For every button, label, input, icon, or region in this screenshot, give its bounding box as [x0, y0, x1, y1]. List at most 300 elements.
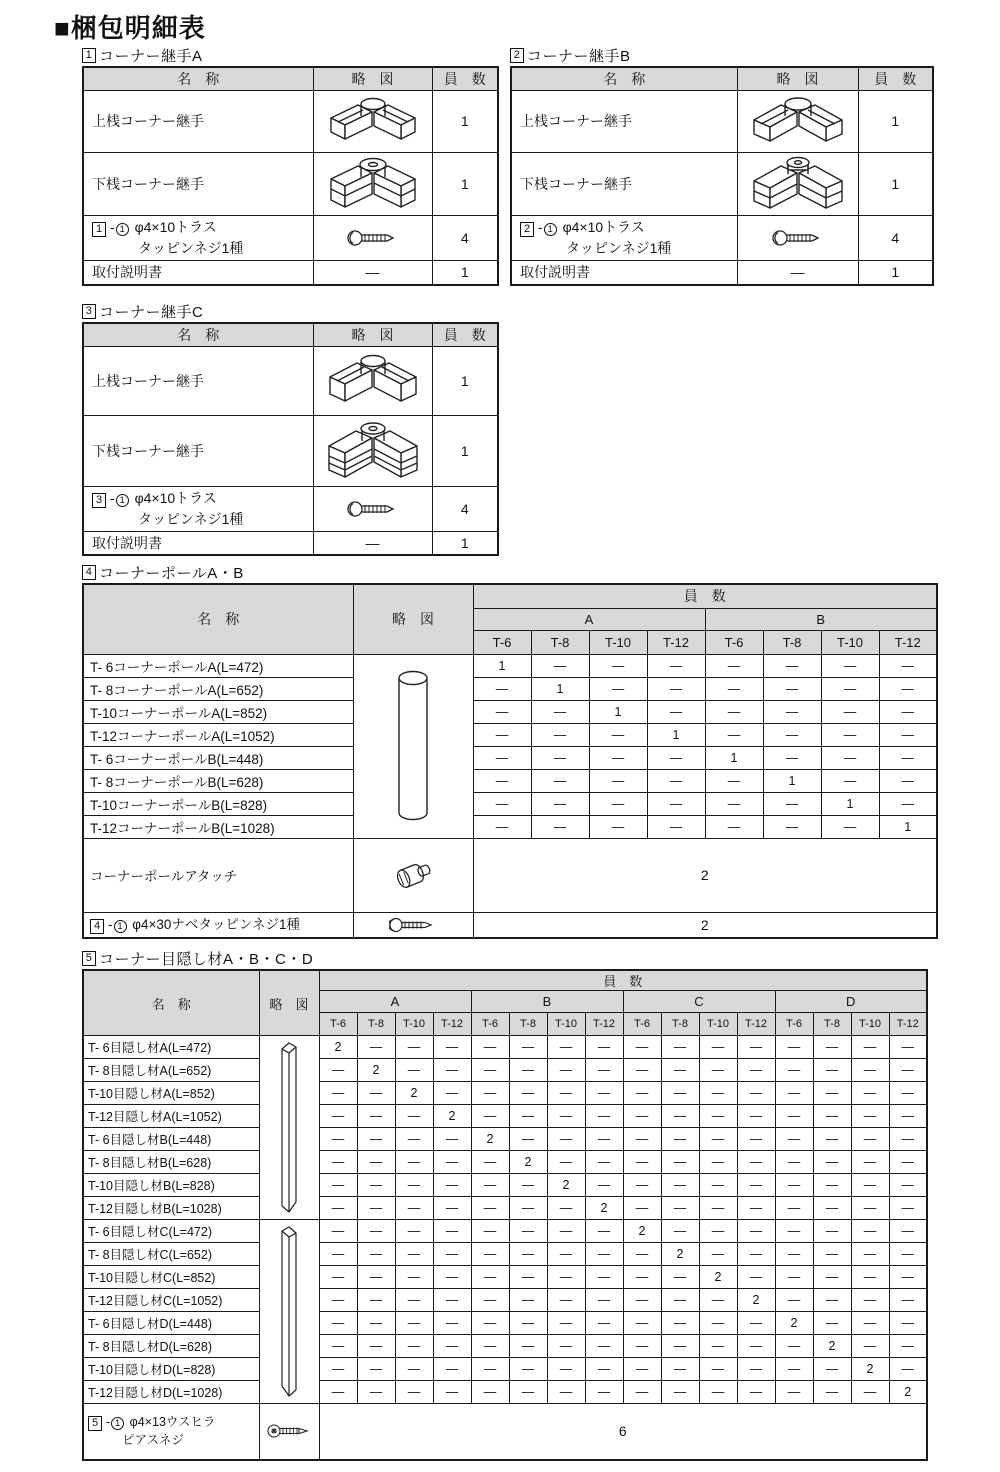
table-row	[83, 1105, 927, 1128]
group-header: B	[705, 608, 937, 630]
row-name: T- 8目隠し材D(L=628)	[83, 1335, 259, 1358]
qty-cell: —	[319, 1128, 357, 1151]
qty-cell: —	[547, 1105, 585, 1128]
row-name: T- 8コーナーポールA(L=652)	[83, 677, 353, 700]
pole-attach-icon	[353, 838, 473, 912]
qty-cell: —	[585, 1335, 623, 1358]
table-row	[83, 1312, 927, 1335]
qty-cell: —	[813, 1381, 851, 1404]
qty-cell: —	[661, 1197, 699, 1220]
col-header-qty: 員 数	[473, 584, 937, 608]
qty-cell: —	[471, 1289, 509, 1312]
qty-cell: —	[889, 1082, 927, 1105]
qty-cell: —	[763, 723, 821, 746]
qty-cell: —	[547, 1128, 585, 1151]
packing-table-corner-joint-a	[82, 66, 499, 286]
row-name: 上桟コーナー継手	[83, 90, 313, 152]
qty-cell: —	[821, 723, 879, 746]
dash-cell: —	[313, 531, 432, 555]
angle-profile-ab-icon	[259, 1036, 319, 1220]
qty-cell: —	[357, 1381, 395, 1404]
qty-cell: —	[509, 1105, 547, 1128]
qty-cell: —	[821, 654, 879, 677]
part-number-circle: 1	[111, 1417, 124, 1430]
qty-cell: —	[319, 1174, 357, 1197]
section-label	[82, 44, 499, 66]
qty-cell: —	[889, 1266, 927, 1289]
table-row	[83, 486, 498, 531]
size-col-header: T-6	[473, 630, 531, 654]
section-title: コーナー目隠し材A・B・C・D	[99, 950, 314, 968]
qty-cell: —	[647, 677, 705, 700]
row-name: 取付説明書	[83, 531, 313, 555]
qty-cell: —	[509, 1174, 547, 1197]
qty-cell: —	[357, 1105, 395, 1128]
qty-cell: —	[775, 1381, 813, 1404]
qty-cell: —	[547, 1358, 585, 1381]
qty-cell: —	[879, 654, 937, 677]
size-col-header: T-12	[585, 1013, 623, 1036]
qty-cell: —	[357, 1220, 395, 1243]
qty-cell: —	[821, 815, 879, 838]
qty-cell: —	[813, 1243, 851, 1266]
section-title: コーナー継手A	[99, 47, 203, 65]
qty-cell: —	[851, 1105, 889, 1128]
qty-cell: —	[433, 1036, 471, 1059]
qty-cell: —	[737, 1358, 775, 1381]
table-row	[83, 792, 937, 815]
qty-cell: —	[509, 1220, 547, 1243]
table-row	[83, 1036, 927, 1059]
qty-cell: —	[395, 1151, 433, 1174]
group-header: A	[473, 608, 705, 630]
qty-cell: —	[775, 1105, 813, 1128]
row-name: T-10コーナーポールA(L=852)	[83, 700, 353, 723]
qty-cell: —	[813, 1312, 851, 1335]
qty-cell: —	[813, 1289, 851, 1312]
table-row	[83, 654, 937, 677]
qty-cell: —	[699, 1243, 737, 1266]
qty-cell: —	[509, 1266, 547, 1289]
qty-cell: 1	[858, 90, 933, 152]
row-name: 取付説明書	[83, 260, 313, 285]
qty-cell: —	[661, 1312, 699, 1335]
qty-cell: —	[647, 746, 705, 769]
qty-cell: —	[699, 1151, 737, 1174]
table-row	[83, 746, 937, 769]
qty-cell: —	[471, 1220, 509, 1243]
qty-cell: —	[585, 1059, 623, 1082]
qty-cell: —	[647, 700, 705, 723]
qty-cell: 1	[858, 152, 933, 215]
group-header: C	[623, 991, 775, 1013]
section-title: コーナーポールA・B	[99, 564, 244, 582]
section-label	[510, 44, 934, 66]
qty-cell: —	[889, 1335, 927, 1358]
qty-cell: —	[319, 1243, 357, 1266]
section-corner-cover-abcd	[82, 947, 928, 1461]
qty-cell: —	[737, 1312, 775, 1335]
qty-cell: —	[623, 1082, 661, 1105]
qty-cell: —	[319, 1197, 357, 1220]
qty-cell: —	[509, 1335, 547, 1358]
qty-cell: —	[531, 700, 589, 723]
dash-cell: —	[737, 260, 858, 285]
qty-cell: —	[585, 1036, 623, 1059]
table-row	[83, 1335, 927, 1358]
qty-cell: —	[851, 1289, 889, 1312]
qty-cell: —	[547, 1059, 585, 1082]
qty-cell: —	[509, 1381, 547, 1404]
col-header-sketch: 略 図	[737, 67, 858, 90]
row-name: コーナーポールアタッチ	[83, 838, 353, 912]
qty-cell: —	[433, 1197, 471, 1220]
qty-cell: —	[319, 1059, 357, 1082]
qty-cell: —	[357, 1312, 395, 1335]
part-number-circle: 1	[116, 223, 129, 236]
qty-cell: —	[471, 1197, 509, 1220]
col-header-sketch: 略 図	[313, 323, 432, 346]
row-name: T- 8目隠し材A(L=652)	[83, 1059, 259, 1082]
qty-cell: —	[471, 1059, 509, 1082]
table-row	[83, 912, 937, 938]
qty-cell: —	[879, 792, 937, 815]
qty-cell: —	[737, 1266, 775, 1289]
qty-cell: —	[623, 1312, 661, 1335]
col-header-qty: 員 数	[432, 323, 498, 346]
row-name: T-10コーナーポールB(L=828)	[83, 792, 353, 815]
size-col-header: T-10	[589, 630, 647, 654]
row-name: 下桟コーナー継手	[83, 415, 313, 486]
table-row	[83, 838, 937, 912]
size-col-header: T-8	[763, 630, 821, 654]
table-row	[83, 1082, 927, 1105]
qty-cell: —	[319, 1266, 357, 1289]
qty-cell: —	[623, 1381, 661, 1404]
corner-joint-upper-icon	[313, 90, 432, 152]
qty-cell: —	[851, 1381, 889, 1404]
qty-cell: —	[647, 792, 705, 815]
qty-cell: —	[699, 1128, 737, 1151]
col-header-name: 名 称	[83, 67, 313, 90]
qty-cell: 2	[473, 912, 937, 938]
qty-cell: 1	[473, 654, 531, 677]
qty-cell: —	[737, 1174, 775, 1197]
size-col-header: T-8	[357, 1013, 395, 1036]
qty-cell: 4	[858, 215, 933, 260]
qty-cell: —	[879, 677, 937, 700]
qty-cell: —	[813, 1105, 851, 1128]
pierce-screw-icon	[259, 1404, 319, 1460]
qty-cell: —	[395, 1174, 433, 1197]
qty-cell: —	[661, 1289, 699, 1312]
qty-cell: —	[357, 1358, 395, 1381]
qty-cell: —	[879, 723, 937, 746]
qty-cell: —	[589, 677, 647, 700]
qty-cell: —	[319, 1220, 357, 1243]
qty-cell: —	[661, 1059, 699, 1082]
section-number-box: 2	[510, 48, 524, 63]
qty-cell: —	[471, 1036, 509, 1059]
qty-cell: —	[737, 1335, 775, 1358]
section-corner-pole-ab	[82, 561, 938, 939]
qty-cell: —	[471, 1174, 509, 1197]
qty-cell: —	[547, 1036, 585, 1059]
section-title: コーナー継手C	[99, 303, 204, 321]
qty-cell: —	[763, 654, 821, 677]
qty-cell: —	[813, 1151, 851, 1174]
qty-cell: —	[433, 1381, 471, 1404]
row-name: 上桟コーナー継手	[83, 346, 313, 415]
qty-cell: 1	[432, 260, 498, 285]
qty-cell: 1	[432, 531, 498, 555]
qty-cell: —	[851, 1243, 889, 1266]
col-header-sketch: 略 図	[353, 584, 473, 654]
col-header-name: 名 称	[83, 584, 353, 654]
qty-cell: —	[433, 1266, 471, 1289]
section-label	[82, 300, 499, 322]
qty-cell: 2	[851, 1358, 889, 1381]
qty-cell: —	[699, 1174, 737, 1197]
pole-icon	[353, 654, 473, 838]
qty-cell: —	[589, 746, 647, 769]
qty-cell: —	[705, 792, 763, 815]
row-name: T-10目隠し材B(L=828)	[83, 1174, 259, 1197]
qty-cell: —	[509, 1197, 547, 1220]
part-number-box: 3	[92, 493, 106, 508]
table-row	[83, 1381, 927, 1404]
qty-cell: —	[821, 746, 879, 769]
qty-cell: 1	[858, 260, 933, 285]
qty-cell: —	[473, 723, 531, 746]
table-row	[83, 1404, 927, 1460]
qty-cell: —	[889, 1059, 927, 1082]
qty-cell: —	[395, 1381, 433, 1404]
qty-cell: —	[471, 1335, 509, 1358]
qty-cell: —	[705, 677, 763, 700]
table-row	[83, 1243, 927, 1266]
qty-cell: —	[531, 654, 589, 677]
qty-cell: —	[623, 1059, 661, 1082]
qty-cell: —	[509, 1312, 547, 1335]
table-row	[83, 700, 937, 723]
qty-cell: —	[851, 1174, 889, 1197]
size-col-header: T-6	[623, 1013, 661, 1036]
qty-cell: —	[661, 1151, 699, 1174]
qty-cell: —	[851, 1151, 889, 1174]
table-row	[511, 90, 933, 152]
qty-cell: —	[433, 1243, 471, 1266]
qty-cell: —	[737, 1059, 775, 1082]
corner-joint-lower-icon	[737, 152, 858, 215]
row-name: T- 8コーナーポールB(L=628)	[83, 769, 353, 792]
size-col-header: T-10	[699, 1013, 737, 1036]
qty-cell: —	[737, 1036, 775, 1059]
qty-cell: —	[661, 1082, 699, 1105]
qty-cell: —	[623, 1128, 661, 1151]
row-name: T- 6コーナーポールA(L=472)	[83, 654, 353, 677]
qty-cell: —	[589, 815, 647, 838]
qty-cell: —	[889, 1036, 927, 1059]
corner-joint-upper-icon	[737, 90, 858, 152]
qty-cell: —	[433, 1312, 471, 1335]
size-col-header: T-12	[879, 630, 937, 654]
qty-cell: 2	[699, 1266, 737, 1289]
qty-cell: —	[775, 1059, 813, 1082]
qty-cell: —	[699, 1358, 737, 1381]
qty-cell: —	[357, 1128, 395, 1151]
part-number-box: 5	[88, 1416, 102, 1431]
table-row	[83, 346, 498, 415]
qty-cell: —	[851, 1128, 889, 1151]
qty-cell: —	[699, 1335, 737, 1358]
qty-cell: —	[471, 1358, 509, 1381]
qty-cell: —	[821, 769, 879, 792]
qty-cell: —	[879, 746, 937, 769]
qty-cell: —	[889, 1128, 927, 1151]
qty-cell: —	[851, 1082, 889, 1105]
qty-cell: —	[585, 1128, 623, 1151]
row-name: T- 6目隠し材A(L=472)	[83, 1036, 259, 1059]
size-col-header: T-10	[821, 630, 879, 654]
section-corner-joint-a	[82, 44, 499, 286]
group-header: B	[471, 991, 623, 1013]
packing-table-corner-joint-b	[510, 66, 934, 286]
qty-cell: —	[547, 1381, 585, 1404]
qty-cell: —	[433, 1151, 471, 1174]
packing-table-corner-cover	[82, 969, 928, 1461]
col-header-name: 名 称	[83, 323, 313, 346]
qty-cell: 2	[473, 838, 937, 912]
qty-cell: 1	[432, 90, 498, 152]
size-col-header: T-6	[775, 1013, 813, 1036]
section-title: コーナー継手B	[527, 47, 631, 65]
qty-cell: 1	[432, 415, 498, 486]
row-name: T- 6目隠し材B(L=448)	[83, 1128, 259, 1151]
table-row	[511, 215, 933, 260]
qty-cell: —	[433, 1128, 471, 1151]
qty-cell: —	[737, 1151, 775, 1174]
col-header-qty: 員 数	[432, 67, 498, 90]
qty-cell: —	[585, 1312, 623, 1335]
qty-cell: —	[775, 1197, 813, 1220]
size-col-header: T-10	[851, 1013, 889, 1036]
qty-cell: 2	[889, 1381, 927, 1404]
qty-cell: —	[623, 1243, 661, 1266]
qty-cell: —	[699, 1059, 737, 1082]
qty-cell: —	[737, 1381, 775, 1404]
row-name: T-12目隠し材D(L=1028)	[83, 1381, 259, 1404]
qty-cell: —	[737, 1197, 775, 1220]
qty-cell: —	[395, 1128, 433, 1151]
row-name: T- 6目隠し材C(L=472)	[83, 1220, 259, 1243]
qty-cell: —	[737, 1243, 775, 1266]
qty-cell: —	[775, 1243, 813, 1266]
qty-cell: —	[319, 1358, 357, 1381]
qty-cell: —	[623, 1105, 661, 1128]
table-row	[83, 1174, 927, 1197]
table-row	[83, 415, 498, 486]
row-name: 下桟コーナー継手	[511, 152, 737, 215]
row-name: 下桟コーナー継手	[83, 152, 313, 215]
table-row	[83, 1289, 927, 1312]
table-row	[83, 90, 498, 152]
qty-cell: —	[879, 769, 937, 792]
qty-cell: —	[813, 1197, 851, 1220]
qty-cell: —	[661, 1381, 699, 1404]
corner-joint-upper-icon	[313, 346, 432, 415]
row-name: 取付説明書	[511, 260, 737, 285]
qty-cell: —	[705, 815, 763, 838]
part-number-circle: 1	[116, 494, 129, 507]
qty-cell: 2	[661, 1243, 699, 1266]
qty-cell: —	[813, 1220, 851, 1243]
qty-cell: —	[775, 1174, 813, 1197]
qty-cell: —	[623, 1197, 661, 1220]
qty-cell: —	[879, 700, 937, 723]
qty-cell: —	[357, 1197, 395, 1220]
qty-cell: —	[705, 654, 763, 677]
qty-cell: —	[357, 1036, 395, 1059]
row-name: T-12目隠し材B(L=1028)	[83, 1197, 259, 1220]
qty-cell: —	[589, 723, 647, 746]
section-corner-joint-c	[82, 300, 499, 556]
table-row	[83, 769, 937, 792]
qty-cell: —	[775, 1036, 813, 1059]
qty-cell: —	[889, 1243, 927, 1266]
size-col-header: T-8	[531, 630, 589, 654]
qty-cell: —	[585, 1358, 623, 1381]
qty-cell: —	[623, 1174, 661, 1197]
qty-cell: —	[547, 1335, 585, 1358]
qty-cell: 2	[813, 1335, 851, 1358]
row-name: T-12コーナーポールB(L=1028)	[83, 815, 353, 838]
qty-cell: —	[889, 1358, 927, 1381]
qty-cell: 1	[821, 792, 879, 815]
qty-cell: —	[585, 1174, 623, 1197]
angle-profile-cd-icon	[259, 1220, 319, 1404]
qty-cell: —	[547, 1243, 585, 1266]
qty-cell: 2	[623, 1220, 661, 1243]
part-number-circle: 1	[114, 920, 127, 933]
qty-cell: —	[319, 1289, 357, 1312]
qty-cell: —	[433, 1059, 471, 1082]
size-col-header: T-12	[433, 1013, 471, 1036]
qty-cell: —	[699, 1289, 737, 1312]
table-row	[83, 1266, 927, 1289]
part-number-circle: 1	[544, 223, 557, 236]
qty-cell: —	[775, 1128, 813, 1151]
qty-cell: —	[647, 654, 705, 677]
row-name: T-12目隠し材C(L=1052)	[83, 1289, 259, 1312]
qty-cell: 2	[395, 1082, 433, 1105]
qty-cell: 1	[589, 700, 647, 723]
table-row	[511, 260, 933, 285]
table-row	[83, 215, 498, 260]
qty-cell: —	[531, 723, 589, 746]
qty-cell: —	[395, 1243, 433, 1266]
qty-cell: —	[647, 769, 705, 792]
table-row	[83, 1151, 927, 1174]
qty-cell: —	[763, 792, 821, 815]
section-number-box: 1	[82, 48, 96, 63]
qty-cell: —	[699, 1105, 737, 1128]
qty-cell: —	[813, 1266, 851, 1289]
qty-cell: —	[471, 1082, 509, 1105]
qty-cell: —	[357, 1289, 395, 1312]
qty-cell: 2	[775, 1312, 813, 1335]
qty-cell: —	[531, 769, 589, 792]
